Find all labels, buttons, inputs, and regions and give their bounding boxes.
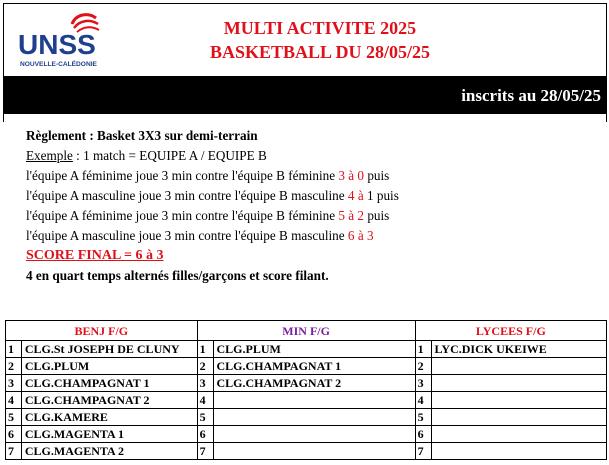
- lycees-rank: 1: [415, 341, 431, 358]
- benj-rank: 7: [6, 443, 22, 460]
- table-row: [6, 375, 607, 392]
- header-min: MIN F/G: [197, 321, 415, 341]
- rule-score: 6 à 3: [347, 228, 374, 243]
- logo-wordmark: UNSS: [18, 29, 96, 60]
- min-team: [213, 409, 415, 426]
- lycees-rank: 6: [415, 426, 431, 443]
- rule-line-3: [26, 206, 399, 226]
- logo-subtitle: NOUVELLE-CALÉDONIE: [20, 61, 97, 68]
- min-rank: 5: [197, 409, 213, 426]
- example-label: Exemple: [26, 148, 73, 163]
- benj-team: CLG.KAMERE: [21, 409, 197, 426]
- page-title-line1: MULTI ACTIVITE 2025: [223, 18, 417, 38]
- table-row: [6, 358, 607, 375]
- lycees-team: LYC.DICK UKEIWE: [431, 341, 606, 358]
- table-row: [6, 392, 607, 409]
- table-row: [6, 409, 607, 426]
- min-team: CLG.CHAMPAGNAT 1: [213, 358, 415, 375]
- benj-rank: 4: [6, 392, 22, 409]
- rule-text: 1 puis: [366, 188, 399, 203]
- min-team: [213, 443, 415, 460]
- benj-team: CLG.CHAMPAGNAT 1: [21, 375, 197, 392]
- rule-text: l'équipe A masculine joue 3 min contre l'équipe B masculine: [26, 188, 348, 203]
- min-team: [213, 392, 415, 409]
- registration-date-label: inscrits au 28/05/25: [461, 86, 601, 105]
- table-row: [6, 341, 607, 358]
- table-header-row: [6, 321, 607, 341]
- example-text: : 1 match = EQUIPE A / EQUIPE B: [72, 148, 267, 163]
- rule-text: l'équipe A féminime joue 3 min contre l'équipe B féminine: [26, 208, 339, 223]
- min-rank: 7: [197, 443, 213, 460]
- lycees-rank: 2: [415, 358, 431, 375]
- lycees-rank: 5: [415, 409, 431, 426]
- benj-team: CLG.PLUM: [21, 358, 197, 375]
- rule-text: puis: [364, 208, 390, 223]
- benj-rank: 2: [6, 358, 22, 375]
- page-title-line2: BASKETBALL DU 28/05/25: [209, 42, 431, 62]
- benj-team: CLG.MAGENTA 2: [21, 443, 197, 460]
- lycees-team: [431, 358, 606, 375]
- final-score: SCORE FINAL = 6 à 3: [26, 248, 164, 263]
- benj-team: CLG.St JOSEPH DE CLUNY: [21, 341, 197, 358]
- example-line: [26, 146, 399, 166]
- rule-score: 5 à 2: [338, 208, 365, 223]
- lycees-rank: 3: [415, 375, 431, 392]
- min-rank: 4: [197, 392, 213, 409]
- header-band: [3, 76, 607, 114]
- table-row: [6, 426, 607, 443]
- rules-section: [26, 126, 399, 286]
- min-team: CLG.CHAMPAGNAT 2: [213, 375, 415, 392]
- benj-rank: 6: [6, 426, 22, 443]
- benj-rank: 3: [6, 375, 22, 392]
- lycees-team: [431, 409, 606, 426]
- rules-note: 4 en quart temps alternés filles/garçons et score filant.: [26, 268, 329, 283]
- rule-line-1: [26, 166, 399, 186]
- registrations-table: [5, 320, 607, 460]
- rules-heading: Règlement : Basket 3X3 sur demi-terrain: [26, 128, 258, 143]
- header-benj: BENJ F/G: [6, 321, 198, 341]
- benj-team: CLG.MAGENTA 1: [21, 426, 197, 443]
- rule-text: l'équipe A masculine joue 3 min contre l'équipe B masculine: [26, 228, 348, 243]
- min-rank: 3: [197, 375, 213, 392]
- table-row: [6, 443, 607, 460]
- rule-score: 3 à 0: [338, 168, 365, 183]
- lycees-team: [431, 375, 606, 392]
- benj-team: CLG.CHAMPAGNAT 2: [21, 392, 197, 409]
- min-team: [213, 426, 415, 443]
- lycees-rank: 7: [415, 443, 431, 460]
- min-rank: 6: [197, 426, 213, 443]
- rule-score: 4 à: [347, 188, 367, 203]
- lycees-team: [431, 426, 606, 443]
- lycees-team: [431, 443, 606, 460]
- lycees-rank: 4: [415, 392, 431, 409]
- min-team: CLG.PLUM: [213, 341, 415, 358]
- min-rank: 1: [197, 341, 213, 358]
- lycees-team: [431, 392, 606, 409]
- unss-logo: [14, 10, 114, 72]
- rule-text: l'équipe A féminime joue 3 min contre l'équipe B féminine: [26, 168, 339, 183]
- rule-text: puis: [364, 168, 390, 183]
- benj-rank: 5: [6, 409, 22, 426]
- benj-rank: 1: [6, 341, 22, 358]
- min-rank: 2: [197, 358, 213, 375]
- rule-line-2: [26, 186, 399, 206]
- rule-line-4: [26, 226, 399, 246]
- header-lycees: LYCEES F/G: [415, 321, 606, 341]
